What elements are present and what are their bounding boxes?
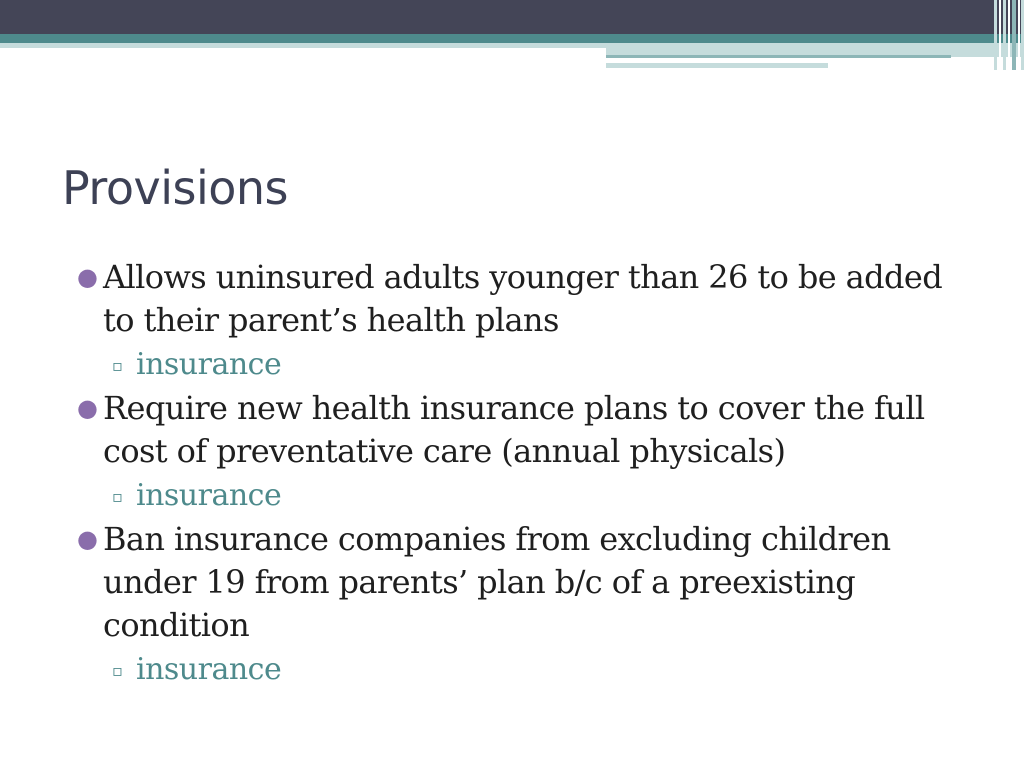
bullet-item [76, 387, 976, 473]
sub-bullet-item [76, 473, 976, 518]
square-bullet-icon: ▫ [112, 661, 123, 680]
header-right-line [606, 55, 951, 58]
sub-bullet-text: insurance [136, 347, 282, 382]
header-light-band [0, 43, 608, 48]
header-teal-band [0, 34, 1024, 43]
bullet-text: Require new health insurance plans to cover the full cost of preventative care (annual physicals) [103, 389, 925, 470]
slide-body [76, 256, 976, 692]
square-bullet-icon: ▫ [112, 356, 123, 375]
bullet-text: Allows uninsured adults younger than 26 to be added to their parent’s health plans [103, 258, 943, 339]
header-vertical-stripes [994, 0, 1024, 70]
round-bullet-icon: ● [77, 263, 98, 291]
header-right-line-short [606, 63, 828, 68]
round-bullet-icon: ● [77, 394, 98, 422]
sub-bullet-item [76, 342, 976, 387]
sub-bullet-text: insurance [136, 478, 282, 513]
header-dark-band [0, 0, 1024, 34]
bullet-item [76, 256, 976, 342]
sub-bullet-text: insurance [136, 652, 282, 687]
bullet-text: Ban insurance companies from excluding children under 19 from parents’ plan b/c of a preexisting condition [103, 520, 891, 644]
bullet-item [76, 518, 976, 647]
sub-bullet-item [76, 647, 976, 692]
round-bullet-icon: ● [77, 525, 98, 553]
square-bullet-icon: ▫ [112, 487, 123, 506]
slide-title: Provisions [62, 161, 288, 215]
